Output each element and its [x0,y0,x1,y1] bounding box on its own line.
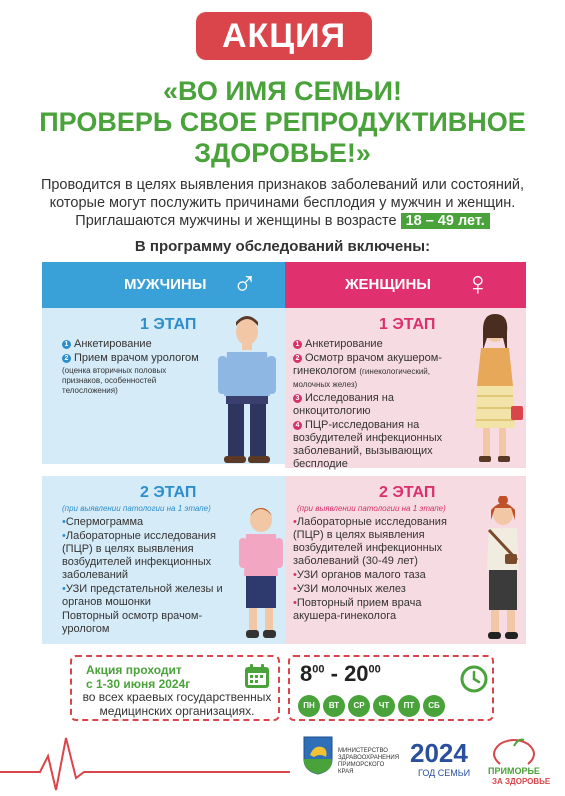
list-item-text: Лабораторные исследования (ПЦР) в целях выявления возбудителей инфекционных заболеваний [62,530,216,581]
women-stage-1-panel [285,308,526,468]
list-item-text: ПЦР-исследования на возбудителей инфекционных заболеваний, вызывающих бесплодие [293,419,443,470]
men-stage-2-list [62,516,232,637]
men-stage-2-title: 2 ЭТАП [140,484,197,501]
bullet-icon: • [62,516,66,528]
day-badge: СР [348,695,370,717]
hours-from: 8 [300,661,313,686]
list-item [62,352,232,365]
list-item [293,392,469,418]
men-stage-1-list [62,338,232,397]
clock-icon [460,665,488,693]
headline-line-3: ЗДОРОВЬЕ!» [194,138,371,168]
list-item-text: Прием врачом урологом [74,352,199,364]
bullet-icon: • [293,569,297,581]
men-stage-2-panel [42,476,285,644]
day-badge: ВТ [323,695,345,717]
year-of-family-label: ГОД СЕМЬИ [418,768,471,778]
list-item [293,597,469,623]
women-stage-1-title: 1 ЭТАП [379,316,436,333]
calendar-icon [244,663,270,689]
list-item [293,419,469,471]
list-item [293,569,469,582]
women-stage-2-title: 2 ЭТАП [379,484,436,501]
intro-invite: Приглашаются мужчины и женщины в возрасте [75,213,397,229]
day-badge: ПТ [398,695,420,717]
list-item-note: (оценка вторичных половых признаков, особенностей телосложения) [62,366,167,395]
day-badge: ЧТ [373,695,395,717]
bullet-icon: • [62,530,66,542]
list-item-text: Анкетирование [305,338,383,350]
list-item-text: Повторный осмотр врачом- урологом [62,610,203,635]
number-badge: 1 [293,340,302,349]
men-header-label: МУЖЧИНЫ [124,276,207,293]
primorye-logo-icon [484,736,544,766]
bullet-icon: • [293,516,297,528]
number-badge: 4 [293,421,302,430]
minutes-to: 00 [368,663,381,676]
men-stage-1-panel [42,308,285,468]
promo-dates-line-1: Акция проходит [86,663,182,677]
list-item [62,516,232,529]
list-item [62,583,232,609]
promo-dates [86,663,190,691]
year-of-family-logo: 2024 [410,738,468,768]
promo-dates-box [70,655,280,721]
bullet-icon: • [293,583,297,595]
men-stage-2-note: (при выявлении патологии на 1 этапе) [62,504,211,513]
headline-line-1: «ВО ИМЯ СЕМЬИ! [163,76,402,106]
women-stage-1-list [293,338,469,472]
day-badge: ПН [298,695,320,717]
women-stage-2-panel [285,476,526,644]
list-item-note: (гинекологический, молочных желез) [293,367,430,389]
bullet-icon: • [293,597,297,609]
girl-illustration [481,496,525,642]
headline [10,76,555,169]
list-item-text: УЗИ органов малого таза [296,569,426,581]
women-stage-2-note: (при выявлении патологии на 1 этапе) [297,504,446,513]
heartbeat-line-icon [0,720,300,796]
primorye-label: ПРИМОРЬЕ [488,766,540,776]
headline-line-2: ПРОВЕРЬ СВОЕ РЕПРОДУКТИВНОЕ [39,107,526,137]
list-item-text: Осмотр врачом акушером-гинекологом [293,352,442,377]
intro-line-3 [20,212,545,230]
working-hours-box [288,655,494,721]
promo-locations: во всех краевых государственных медицинских организациях. [82,690,272,718]
working-hours: $8^{00} - 20^{00}$ [300,661,381,686]
list-item-text: Исследования на онкоцитологию [293,392,394,417]
primorye-slogan: ЗА ЗДОРОВЬЕ [492,777,551,786]
woman-illustration [469,310,525,466]
bullet-icon: • [62,583,66,595]
day-badge: СБ [423,695,445,717]
female-symbol-icon: ♀ [465,265,491,303]
list-item-text: УЗИ предстательной железы и органов мошонки [62,583,223,608]
minutes-from: 00 [312,663,325,676]
list-item [293,338,469,351]
intro-line-2: которые могут послужить причинами бесплодия у мужчин и женщин. [49,195,516,211]
boy-illustration [238,500,284,642]
number-badge: 2 [62,354,71,363]
number-badge: 1 [62,340,71,349]
hours-to: 20 [344,661,369,686]
list-item-text: Спермограмма [65,516,144,528]
working-days [298,695,445,717]
list-item-text: Повторный прием врача акушера-гинеколога [293,597,422,622]
women-stage-2-list [293,516,469,624]
men-stage-1-title: 1 ЭТАП [140,316,197,333]
women-header [285,262,526,308]
men-header [42,262,285,308]
list-item [62,530,232,582]
list-item [293,352,469,391]
promo-dates-line-2: с 1-30 июня 2024г [86,677,191,691]
male-symbol-icon: ♂ [232,265,258,303]
list-item-text: Анкетирование [74,338,152,350]
list-item [293,583,469,596]
promo-badge: АКЦИЯ [196,12,372,60]
number-badge: 3 [293,394,302,403]
list-item [62,610,232,636]
ministry-emblem-icon [302,735,334,775]
list-item [293,516,469,568]
age-range-badge: 18 – 49 лет. [401,213,490,229]
intro-line-1: Проводится в целях выявления признаков заболеваний или состояний, [40,177,525,193]
ministry-name: МИНИСТЕРСТВО ЗДРАВООХРАНЕНИЯ ПРИМОРСКОГО КРАЯ [338,748,400,775]
program-title: В программу обследований включены: [134,238,431,255]
list-item [62,338,232,351]
list-item-text: Лабораторные исследования (ПЦР) в целях выявления возбудителей инфекционных заболеваний (30-49 лет) [293,516,447,567]
man-illustration [212,310,282,466]
intro-text [20,176,545,230]
women-header-label: ЖЕНЩИНЫ [345,276,431,293]
list-item-text: УЗИ молочных желез [296,583,406,595]
number-badge: 2 [293,354,302,363]
